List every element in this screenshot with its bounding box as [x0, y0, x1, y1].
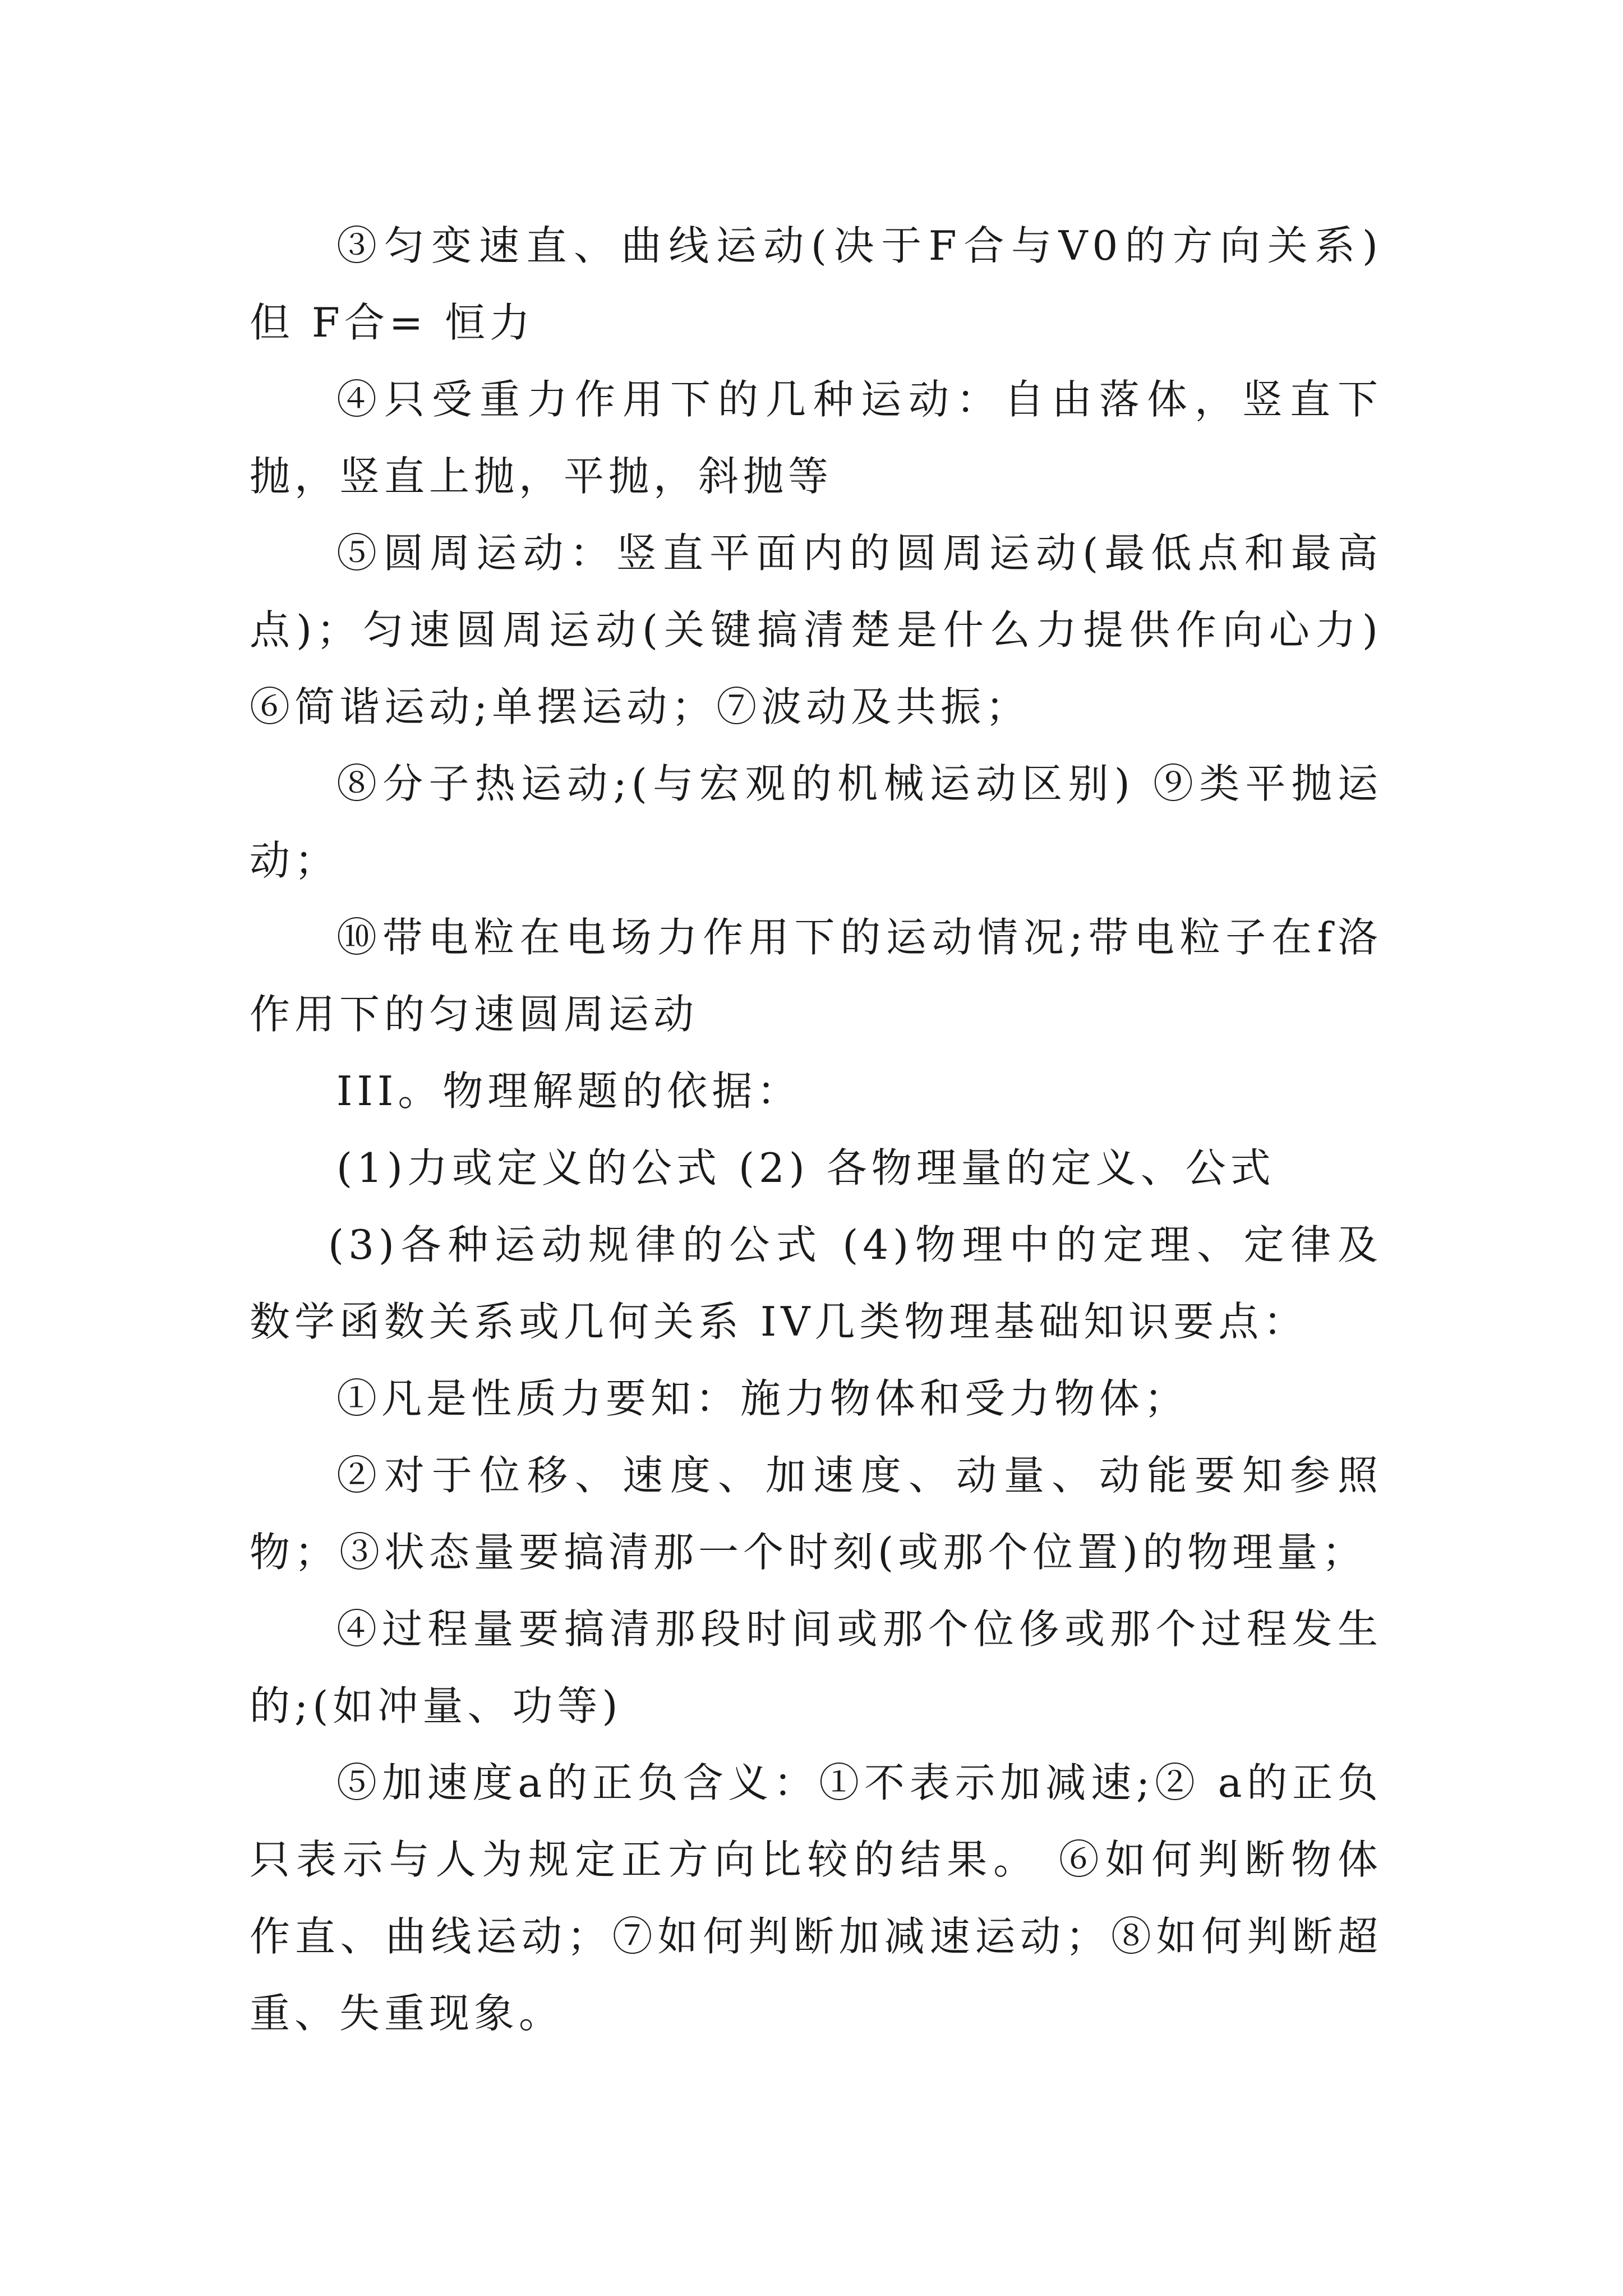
- paragraph-reference-frame: ②对于位移、速度、加速度、动量、动能要知参照物；③状态量要搞清那一个时刻(或那个位置)的物理量；: [250, 1452, 1382, 1576]
- paragraph-molecular-motion: ⑧分子热运动;(与宏观的机械运动区别) ⑨类平抛运动；: [250, 760, 1382, 884]
- paragraph-gravity-motions: ④只受重力作用下的几种运动：自由落体，竖直下抛，竖直上抛，平抛，斜抛等: [250, 376, 1382, 500]
- paragraph-force-properties: ①凡是性质力要知：施力物体和受力物体；: [336, 1375, 1189, 1422]
- paragraph-uniform-acceleration: ③匀变速直、曲线运动(决于F合与V0的方向关系) 但 F合= 恒力: [250, 222, 1382, 346]
- paragraph-formulas-1-2: (1)力或定义的公式 (2) 各物理量的定义、公式: [336, 1144, 1275, 1191]
- paragraph-formulas-3-4: (3)各种运动规律的公式 (4)物理中的定理、定律及数学函数关系或几何关系 IV几类物理基础知识要点：: [250, 1221, 1382, 1345]
- paragraph-charged-particle: ⑩带电粒在电场力作用下的运动情况;带电粒子在f洛作用下的匀速圆周运动: [250, 914, 1382, 1038]
- paragraph-acceleration-sign: ⑤加速度a的正负含义：①不表示加减速;② a的正负只表示与人为规定正方向比较的结果。 ⑥如何判断物体作直、曲线运动；⑦如何判断加减速运动；⑧如何判断超重、失重现象。: [250, 1759, 1382, 2037]
- section-heading-basis: III。物理解题的依据：: [336, 1068, 802, 1115]
- document-body: [250, 208, 1382, 2052]
- paragraph-process-quantity: ④过程量要搞清那段时间或那个位侈或那个过程发生的;(如冲量、功等): [250, 1605, 1382, 1729]
- paragraph-circular-motion: ⑤圆周运动：竖直平面内的圆周运动(最低点和最高点)；匀速圆周运动(关键搞清楚是什么力提供作向心力) ⑥简谐运动;单摆运动；⑦波动及共振；: [250, 530, 1382, 730]
